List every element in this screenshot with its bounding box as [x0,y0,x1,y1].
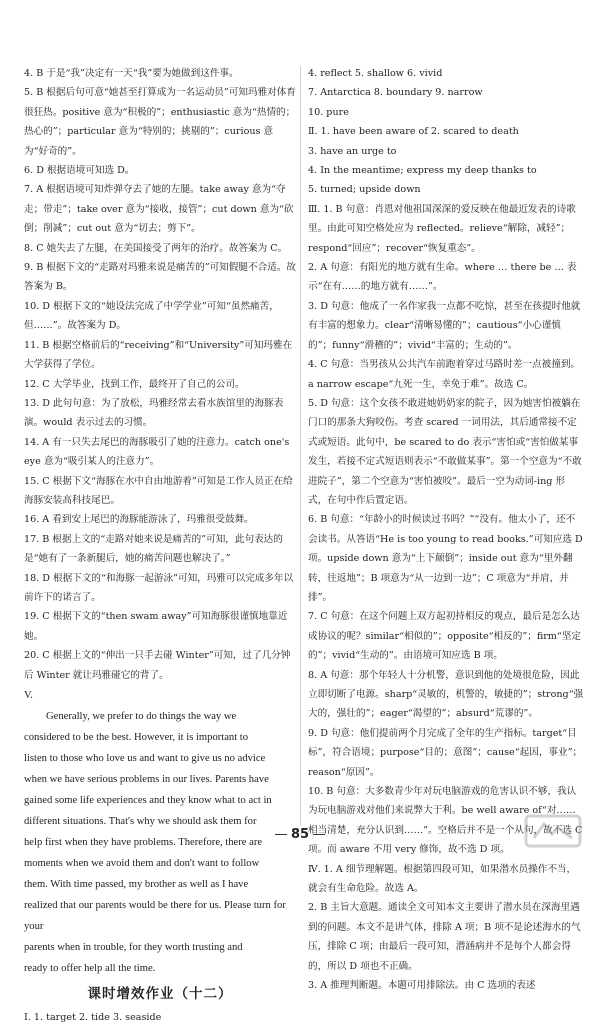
essay-line: gained some life experiences and they know what to act in [24,795,272,806]
answer-item: 7. C 句意：在这个问题上双方起初持相反的观点，最后是怎么达成协议的呢？similar“相似的”；opposite“相反的”；firm“坚定的”；vivid“生动的”。由语境可知应选 B 项。 [308,611,581,662]
answer-item: 7. A 根据语境可知炸弹夺去了她的左腿。take away 意为“夺走；带走”；take over 意为“接收，接管”；cut down 意为“砍倒；削减”；cut out 意为“切去；剪下”。 [24,184,294,235]
answer-item: 11. B 根据空格前后的“receiving”和“University”可知玛雅在大学获得了学位。 [24,339,293,371]
answer-item: 4. C 句意：当男孩从公共汽车前跑着穿过马路时差一点被撞到。a narrow escape“九死一生，幸免于难”。故选 C。 [308,359,581,390]
section-title: 课时增效作业（十二） [87,986,233,1002]
essay-line: Generally, we prefer to do things the way we [46,711,237,722]
answer-item: 4. B 于是“我”决定有一天“我”要为她做到这件事。 [24,68,239,79]
watermark-icon [466,812,586,868]
answer-item: 14. A 有一只失去尾巴的海豚吸引了她的注意力。catch one's eye 意为“吸引某人的注意力”。 [24,436,290,468]
answer-item: 20. C 根据上文的“伸出一只手去碰 Winter”可知，过了几分钟后 Winter 就让玛雅碰它的背了。 [24,650,291,681]
answer-item: 2. B 主旨大意题。通读全文可知本文主要讲了潜水员在深海里遇到的问题。本文不是讲气体，排除 A 项；B 项不是论述海水的气压，排除 C 项；由最后一段可知，潜涵病并不是每个人都会得的，所以 D 项也不正确。 [308,902,581,972]
answer-item: 3. A 推理判断题。本题可用排除法。由 C 选项的表述 [308,980,536,992]
answer-item: 5. turned; upside down [308,184,421,196]
essay-line: help first when they have problems. Therefore, there are [24,837,263,848]
essay-line: different situations. That's why we should ask them for [24,816,257,827]
answer-item: 6. D 根据语境可知选 D。 [24,165,135,177]
answer-item: 5. D 句意：这个女孩不敢进她奶奶家的院子，因为她害怕被躺在门口的那条大狗咬伤。考查 scared 一词用法，其后通常接不定式或短语。此句中，be scared to do 表示“害怕或“害怕做某事发生，若接不定式短语则表示“不敢做某事”。第一个空意为“不敢进院子”，第二个空意为“害怕被咬”。最后一空为动词-ing 形式，在句中作后置定语。 [308,397,582,506]
section-v-label: V. [24,690,33,701]
answer-item: 8. A 句意：那个年轻人十分机警，意识到他的处境很危险，因此立即切断了电源。sharp“灵敏的，机警的，敏捷的”；strong“强大的，强壮的”；eager“渴望的”；absurd“荒谬的”。 [308,669,584,720]
answer-item: 10. pure [308,106,349,118]
answer-item: 4. In the meantime; express my deep thanks to [308,165,537,177]
answer-item: 9. D 句意：他们提前两个月完成了全年的生产指标。target“目标”，符合语境；purpose“目的；意图”；cause“起因，事业”；reason“原因”。 [308,727,583,778]
answer-item: 10. D 根据下文的“她设法完成了中学学业”可知“虽然痛苦，但……”。故答案为 D。 [24,300,279,332]
answer-item: Ⅲ. 1. B 句意：肖恩对他祖国深深的爱反映在他最近发表的诗歌里。由此可知空格处应为 reflected。relieve“解除，减轻”；respond“回应”；recover“恢复重态”。 [308,203,576,254]
essay-line: parents when in trouble, for they worth trusting and [24,942,243,953]
answer-item: 8. C 她失去了左腿，在美国接受了两年的治疗。故答案为 C。 [24,242,288,254]
answer-item: Ⅱ. 1. have been aware of 2. scared to death [308,126,519,138]
answer-item: 6. B 句意：“年龄小的时候读过书吗？”“没有。他太小了，还不会读书。从答语“He is too young to read books.”可知应选 D 项。upside down 意为“上下颠倒”；inside out 意为“里外翻转，往返地”；B 项意为“从一边到一边”；C 项意为“并肩，并排”。 [308,514,583,603]
essay-lines [24,706,296,979]
part-i-answers: Ⅰ. 1. target 2. tide 3. seaside [24,1012,162,1024]
left-column [24,64,296,1028]
answer-item: 15. C 根据下文“海豚在水中自由地游着”可知是工作人员正在给海豚安装高科技尾巴。 [24,475,293,506]
essay-line: ready to offer help all the time. [24,963,156,974]
section-v-essay [24,685,296,979]
essay-line: realized that our parents would be there for us. Please turn for your [24,900,286,932]
answer-item: 17. B 根据上文的“走路对她来说是痛苦的”可知，此句表达的是“她有了一条新腿后，她的痛苦问题也解决了。” [24,533,283,565]
answer-item: 19. C 根据下文的“then swam away”可知海豚很谨慎地靠近她。 [24,611,288,642]
answer-item: 18. D 根据下文的“和海豚一起游泳”可知，玛雅可以完成多年以前许下的诺言了。 [24,572,294,603]
essay-line: when we have serious problems in our lives. Parents have [24,774,269,785]
column-divider [300,66,301,826]
essay-line: moments when we avoid them and don't want to follow [24,858,260,869]
answer-item: 3. have an urge to [308,145,397,157]
answer-item: 7. Antarctica 8. boundary 9. narrow [308,87,483,99]
answer-item: 9. B 根据下文的“走路对玛雅来说是痛苦的”可知假腿不合适。故答案为 B。 [24,262,296,293]
watermark-logo [466,812,586,868]
left-answer-list [24,64,296,685]
answer-item: 2. A 句意：有阳光的地方就有生命。where … there be … 表示“在有……的地方就有……”。 [308,262,577,293]
answer-item: Ⅳ. 1. A 细节理解题。根据第四段可知，如果潜水员操作不当，就会有生命危险。故选 A。 [308,863,577,895]
answer-item: 3. D 句意：他成了一名作家我一点都不吃惊，甚至在孩提时他就有丰富的想象力。clear“清晰易懂的”；cautious“小心谨慎的”；funny“滑稽的”；vivid“丰富的；生动的”。 [308,300,581,351]
answer-item: 5. B 根据后句可意“她甚至打算成为一名运动员”可知玛雅对体育很狂热。positive 意为“积极的”；enthusiastic 意为“热情的；热心的”；particular 意为“特别的；挑剔的”；curious 意为“好奇的”。 [24,87,296,157]
essay-line: listen to those who love us and want to give us no advice [24,753,266,764]
answer-item: 12. C 大学毕业，找到工作，最终开了自己的公司。 [24,378,245,390]
essay-line: them. With time passed, my brother as well as I have [24,879,249,890]
page-number: 85 [270,827,330,842]
answer-item: 10. B 句意：大多数青少年对玩电脑游戏的危害认识不够，我认为玩电脑游戏对他们来说弊大于利。be well aware of“对……相当清楚，充分认识到……”。空格后并不是一个从句，故不选 C 项。而 aware 不用 very 修饰，故不选 D 项。 [308,786,583,856]
essay-line: considered to be the best. However, it is important to [24,732,249,743]
answer-item: 13. D 此句句意：为了放松，玛雅经常去看水族馆里的海豚表演。would 表示过去的习惯。 [24,397,284,429]
answer-item: 4. reflect 5. shallow 6. vivid [308,68,443,79]
answer-item: 16. A 看到安上尾巴的海豚能游泳了，玛雅很受鼓舞。 [24,514,254,526]
